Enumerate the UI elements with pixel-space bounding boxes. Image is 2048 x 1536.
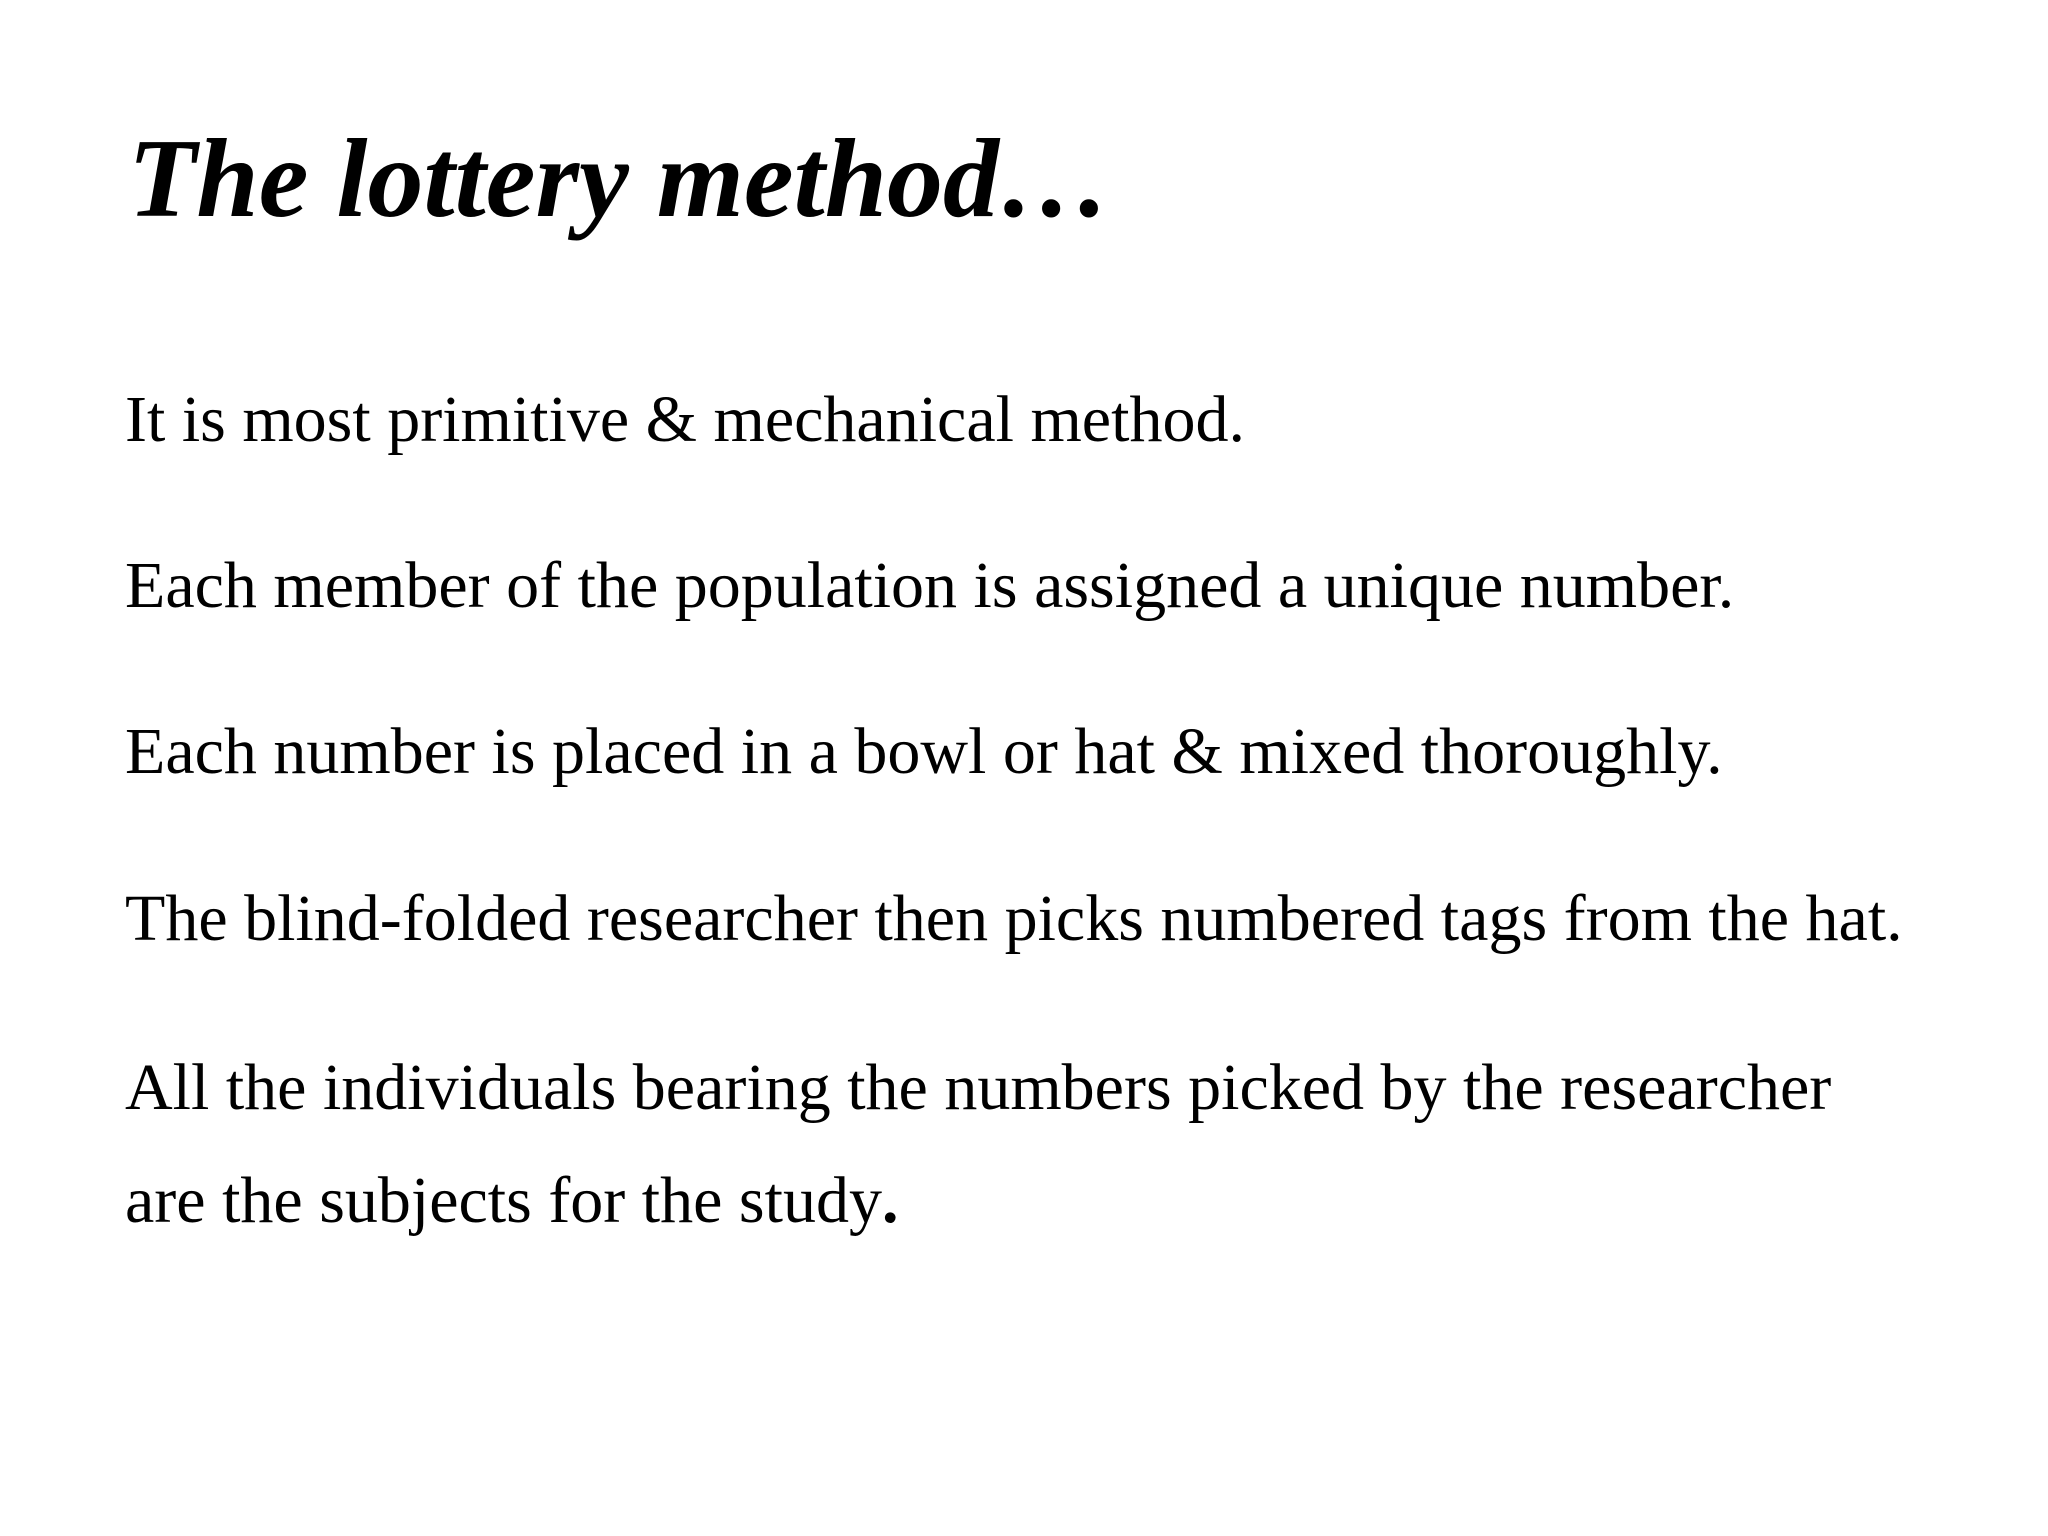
slide-title: The lottery method… bbox=[128, 117, 1112, 241]
slide-body bbox=[125, 380, 1925, 1345]
body-paragraph-4: The blind-folded researcher then picks numbered tags from the hat. bbox=[125, 881, 1903, 955]
body-paragraph-5-text: All the individuals bearing the numbers picked by the researcher are the subjects for the study bbox=[125, 1050, 1832, 1238]
body-paragraph-5-period: . bbox=[881, 1164, 899, 1238]
body-paragraph-1: It is most primitive & mechanical method. bbox=[125, 383, 1245, 456]
body-paragraph-2: Each member of the population is assigned a unique number. bbox=[125, 549, 1735, 623]
body-paragraph-3: Each number is placed in a bowl or hat & mixed thoroughly. bbox=[125, 715, 1723, 789]
body-paragraph-5 bbox=[125, 1031, 1925, 1258]
